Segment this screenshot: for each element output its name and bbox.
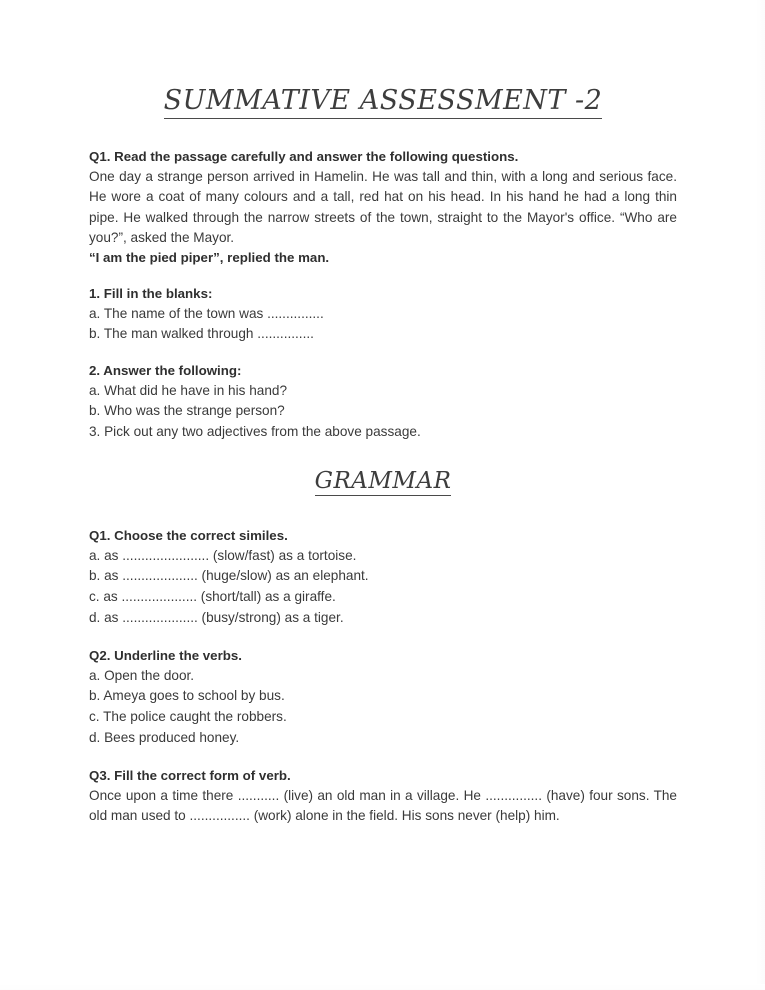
list-item: a. Open the door. [89, 667, 195, 683]
verb-forms-passage: Once upon a time there ........... (live) an old man in a village. He ............... (have) four sons. The old man used to ................ (work) alone in the field. His sons never (help) him. [89, 787, 677, 824]
answer-the-following-section [89, 345, 677, 442]
answer-the-following-heading: 2. Answer the following: [89, 363, 242, 379]
verb-forms-section [89, 748, 677, 827]
list-item: c. The police caught the robbers. [89, 708, 287, 724]
page-title [89, 0, 677, 119]
verb-forms-heading: Q3. Fill the correct form of verb. [89, 768, 291, 784]
list-item: b. Ameya goes to school by bus. [89, 688, 285, 704]
underline-verbs-section [89, 628, 677, 748]
worksheet-page [89, 0, 677, 827]
list-item: a. The name of the town was ............... [89, 305, 324, 321]
fill-in-the-blanks-heading: 1. Fill in the blanks: [89, 286, 213, 302]
reading-passage-closing-line: “I am the pied piper”, replied the man. [89, 249, 330, 265]
list-item: b. Who was the strange person? [89, 403, 285, 419]
grammar-section-heading [89, 442, 677, 496]
list-item: c. as .................... (short/tall) as a giraffe. [89, 589, 336, 605]
grammar-section-heading-text: GRAMMAR [314, 468, 452, 495]
similes-heading: Q1. Choose the correct similes. [89, 528, 288, 544]
underline-verbs-heading: Q2. Underline the verbs. [89, 648, 242, 664]
scan-edge-bottom [0, 984, 765, 990]
page-title-text: SUMMATIVE ASSESSMENT -2 [164, 86, 603, 119]
reading-passage: One day a strange person arrived in Hamelin. He was tall and thin, with a long and serious face. He wore a coat of many colours and a tall, red hat on his head. In his hand he had a long thin pipe. He walked through the narrow streets of the town, straight to the Mayor's office. “Who are you?”, asked the Mayor. [89, 168, 677, 246]
reading-q1-heading: Q1. Read the passage carefully and answer the following questions. [89, 149, 519, 164]
reading-comprehension-section [89, 119, 677, 267]
similes-section [89, 496, 677, 628]
fill-in-the-blanks-section [89, 267, 677, 345]
scan-edge-right [756, 0, 765, 990]
list-item: 3. Pick out any two adjectives from the above passage. [89, 423, 421, 439]
list-item: a. What did he have in his hand? [89, 382, 287, 398]
list-item: d. as .................... (busy/strong) as a tiger. [89, 609, 344, 625]
list-item: a. as ....................... (slow/fast) as a tortoise. [89, 547, 357, 563]
list-item: b. The man walked through ............... [89, 326, 314, 342]
list-item: d. Bees produced honey. [89, 729, 240, 745]
list-item: b. as .................... (huge/slow) as an elephant. [89, 568, 369, 584]
